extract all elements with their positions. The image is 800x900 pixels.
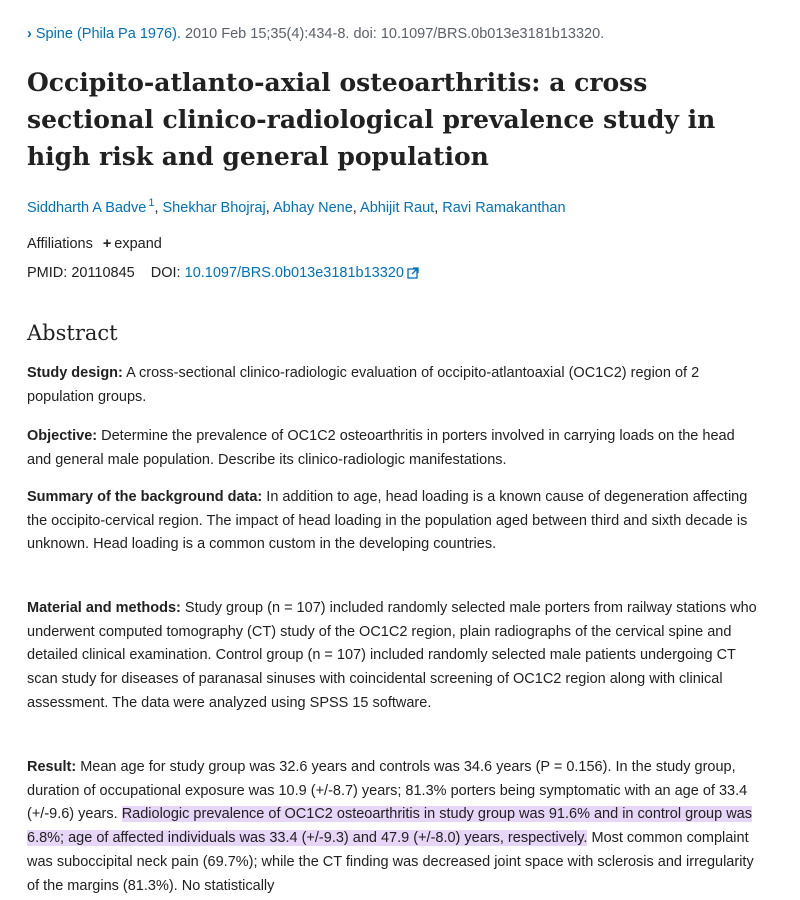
section-text: Mean age for study group was 32.6 years and controls was 34.6 years (P = 0.156). In the study group, duration of occupational exposure was 10.9 (+/-8.7) years; 81.3% porters being symptomatic with an age of 33.4 (+/-9.6) years. [27, 759, 748, 823]
section-text: Study group (n = 107) included randomly selected male porters from railway stations who underwent computed tomography (CT) study of the OC1C2 region, plain radiographs of the cervical spine and detailed clinical examination. Control group (n = 107) included randomly selected male patients undergoing CT scan study for diseases of paranasal sinuses with coincidental screening of OC1C2 region along with clinical assessment. The data were analyzed using SPSS 15 software. [27, 600, 757, 711]
section-label: Objective: [27, 428, 98, 444]
abstract-section-study-design [27, 362, 762, 409]
doi-value: 10.1097/BRS.0b013e3181b13320 [184, 265, 404, 281]
section-label: Result: [27, 759, 77, 775]
section-label: Study design: [27, 365, 123, 381]
plus-icon: + [102, 236, 112, 252]
author-link[interactable]: Abhay Nene [272, 200, 353, 216]
author-link[interactable]: Ravi Ramakanthan [442, 200, 566, 216]
expand-label[interactable]: expand [114, 236, 162, 252]
article-title: Occipito-atlanto-axial osteoarthritis: a cross sectional clinico-radiological prevalence study in high risk and general population [27, 68, 716, 171]
section-text: Determine the prevalence of OC1C2 osteoarthritis in porters involved in carrying loads on the head and general male population. Describe its clinico-radiologic manifestations. [27, 428, 735, 468]
citation-details: 2010 Feb 15;35(4):434-8. doi: 10.1097/BRS.0b013e3181b13320. [184, 26, 605, 42]
chevron-right-icon[interactable]: › [27, 26, 32, 42]
author-link[interactable]: Siddharth A Badve [27, 200, 147, 216]
journal-link[interactable]: Spine (Phila Pa 1976). [35, 26, 181, 42]
highlighted-text: Radiologic prevalence of OC1C2 osteoarthritis in study group was 91.6% and in control group was 6.8%; age of affected individuals was 33.4 (+/-9.3) and 47.9 (+/-8.0) years, respectively. [27, 806, 752, 847]
affiliation-ref[interactable]: 1 [148, 197, 155, 209]
abstract-section-result [27, 756, 762, 898]
abstract-section-background [27, 486, 762, 557]
abstract-heading: Abstract [27, 321, 118, 345]
authors-list: Siddharth A Badve $^1$, Shekhar Bhojraj, Abhay Nene, Abhijit Raut, Ravi Ramakanthan [27, 197, 566, 216]
section-text: A cross-sectional clinico-radiologic evaluation of occipito-atlantoaxial (OC1C2) region of 2 population groups. [27, 365, 700, 405]
affiliations-toggle[interactable] [27, 234, 162, 254]
abstract-section-methods [27, 597, 762, 716]
pmid-label: PMID: [27, 265, 68, 281]
section-text: Most common complaint was suboccipital neck pain (69.7%); while the CT finding was decreased joint space with sclerosis and irregularity of the margins (81.3%). No statistically [27, 830, 754, 894]
doi-label: DOI: [150, 265, 181, 281]
abstract-section-objective [27, 425, 762, 472]
article-identifiers [27, 263, 419, 285]
author-link[interactable]: Abhijit Raut [360, 200, 435, 216]
section-label: Material and methods: [27, 600, 181, 616]
external-link-icon [407, 265, 419, 285]
affiliations-label: Affiliations [27, 236, 93, 252]
citation-line [27, 24, 604, 44]
section-text: In addition to age, head loading is a known cause of degeneration affecting the occipito-cervical region. The impact of head loading in the population aged between third and sixth decade is unknown. Head loading is a common custom in the developing countries. [27, 489, 748, 553]
pmid-value: 20110845 [71, 265, 135, 281]
author-link[interactable]: Shekhar Bhojraj [162, 200, 266, 216]
section-label: Summary of the background data: [27, 489, 263, 505]
doi-link[interactable] [185, 265, 419, 281]
